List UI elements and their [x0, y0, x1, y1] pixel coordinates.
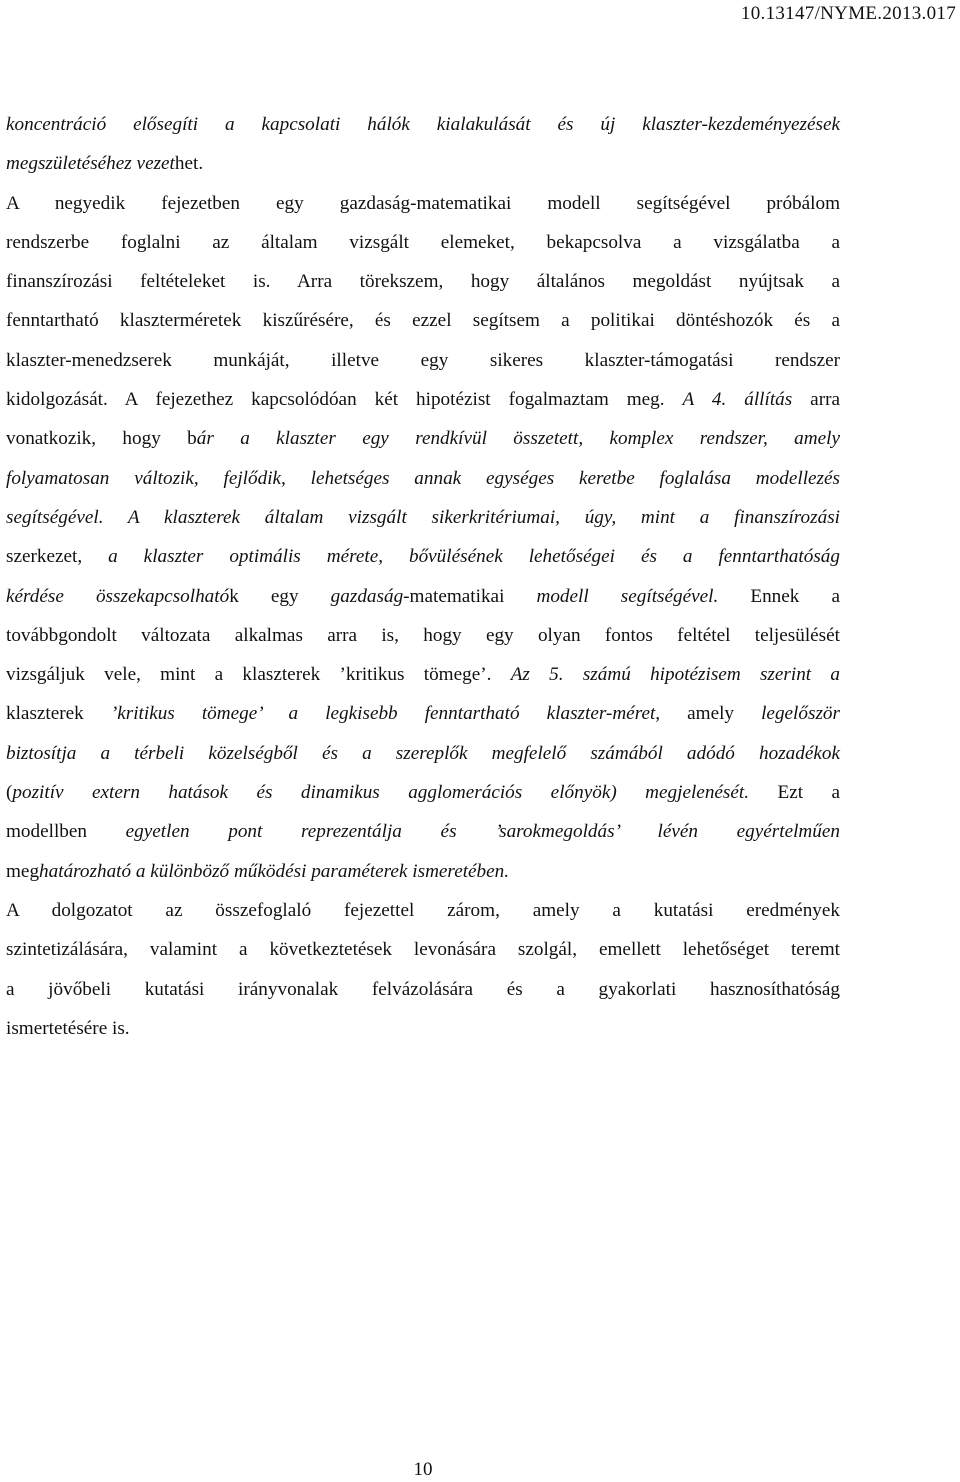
text-line [6, 262, 840, 301]
text-run: A negyedik fejezetben egy gazdaság-matematikai modell segítségével próbálom [6, 192, 840, 214]
text-run: klaszterek [6, 703, 111, 725]
text-run: vizsgáljuk vele, mint a klaszterek ’kritikus tömege’. [6, 664, 511, 686]
text-run: A dolgozatot az összefoglaló fejezettel zárom, amely a kutatási eredmények [6, 899, 840, 921]
italic-text: biztosítja a térbeli közelségből és a szereplők megfelelő számából adódó hozadékok [6, 742, 840, 764]
document-body [6, 105, 840, 1048]
italic-text: legelőször [761, 703, 840, 725]
text-run: ismertetésére is. [6, 1017, 130, 1039]
text-line [6, 144, 840, 183]
text-run: vonatkozik, hogy b [6, 428, 197, 450]
text-run: -matematikai [403, 585, 537, 607]
text-line [6, 694, 840, 733]
text-line [6, 970, 840, 1009]
italic-text: a klaszter optimális mérete, bővülésének lehetőségei és a fenntarthatóság [108, 546, 840, 568]
text-run: finanszírozási feltételeket is. Arra törekszem, hogy általános megoldást nyújtsak a [6, 271, 840, 293]
text-line [6, 380, 840, 419]
italic-text: pozitív extern hatások és dinamikus agglomerációs előnyök) megjelenését. [12, 782, 750, 804]
text-run: meg [6, 860, 40, 882]
italic-text: Az 5. számú hipotézisem szerint a [510, 664, 840, 686]
text-line [6, 223, 840, 262]
text-line [6, 734, 840, 773]
text-line [6, 459, 840, 498]
text-run: Ezt a [749, 782, 840, 804]
italic-text: modell segítségével. [536, 585, 719, 607]
text-run: het. [174, 153, 204, 175]
text-run: fenntartható klaszterméretek kiszűrésére, és ezzel segítsem a politikai döntéshozók és a [6, 310, 840, 332]
text-line [6, 812, 840, 851]
text-run: kidolgozását. A fejezethez kapcsolódóan két hipotézist fogalmaztam meg. [6, 389, 683, 411]
page-number: 10 [413, 1459, 433, 1480]
text-run: szerkezet, [6, 546, 109, 568]
text-line [6, 419, 840, 458]
text-line [6, 301, 840, 340]
text-line [6, 891, 840, 930]
italic-text: határozható a különböző működési paraméterek ismeretében. [39, 860, 510, 882]
text-run: Ennek a [718, 585, 840, 607]
text-run: továbbgondolt változata alkalmas arra is, hogy egy olyan fontos feltétel teljesülését [6, 624, 840, 646]
text-line [6, 616, 840, 655]
italic-text: kérdése összekapcsolható [6, 585, 230, 607]
text-line [6, 577, 840, 616]
italic-text: gazdaság [330, 585, 404, 607]
italic-text: folyamatosan változik, fejlődik, lehetséges annak egységes keretbe foglalása modellezés [6, 467, 840, 489]
text-run: amely [660, 703, 762, 725]
text-line [6, 341, 840, 380]
text-run: ( [6, 782, 13, 804]
italic-text: ’kritikus tömege’ a legkisebb fenntartható klaszter-méret, [110, 703, 661, 725]
text-run: a jövőbeli kutatási irányvonalak felvázolására és a gyakorlati hasznosíthatóság [6, 978, 840, 1000]
text-line [6, 930, 840, 969]
text-line [6, 184, 840, 223]
italic-text: segítségével. A klaszterek általam vizsgált sikerkritériumai, úgy, mint a finanszírozási [6, 506, 840, 528]
text-run: arra [792, 389, 840, 411]
text-line [6, 655, 840, 694]
text-line [6, 1009, 840, 1048]
text-run: k egy [229, 585, 331, 607]
doi-header: 10.13147/NYME.2013.017 [740, 3, 956, 24]
text-line [6, 537, 840, 576]
text-run: rendszerbe foglalni az általam vizsgált elemeket, bekapcsolva a vizsgálatba a [6, 231, 840, 253]
text-run: modellben [6, 821, 126, 843]
italic-text: egyetlen pont reprezentálja és ’sarokmegoldás’ lévén egyértelműen [125, 821, 840, 843]
italic-text: megszületéséhez vezet [6, 153, 175, 175]
text-line [6, 852, 840, 891]
text-line [6, 105, 840, 144]
text-run: klaszter-menedzserek munkáját, illetve egy sikeres klaszter-támogatási rendszer [6, 349, 840, 371]
text-line [6, 498, 840, 537]
text-run: szintetizálására, valamint a következtetések levonására szolgál, emellett lehetőséget teremt [6, 939, 840, 961]
text-line [6, 773, 840, 812]
italic-text: A 4. állítás [682, 389, 793, 411]
italic-text: koncentráció elősegíti a kapcsolati hálók kialakulását és új klaszter-kezdeményezések [6, 114, 840, 135]
italic-text: ár a klaszter egy rendkívül összetett, komplex rendszer, amely [196, 428, 840, 450]
